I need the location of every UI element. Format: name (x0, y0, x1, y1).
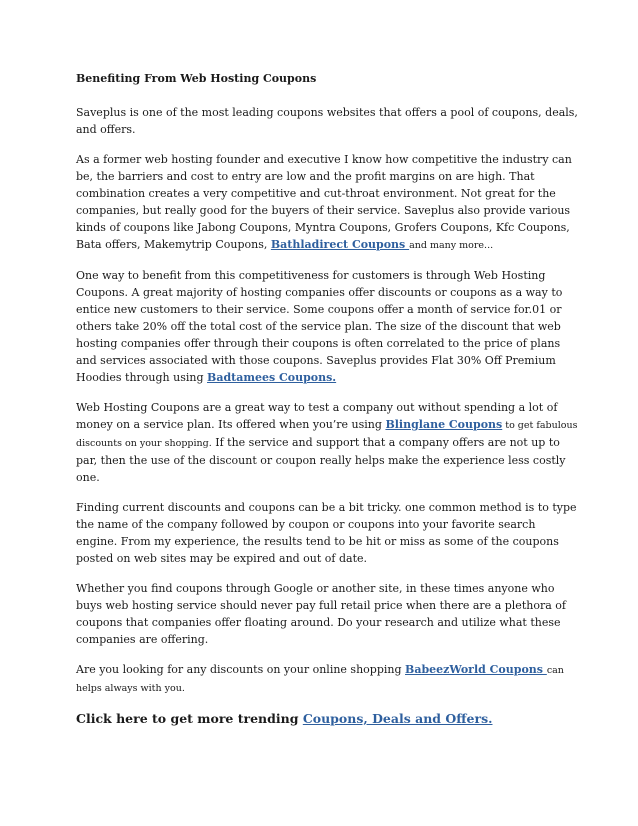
call-to-action (76, 710, 578, 728)
paragraph-text: Are you looking for any discounts on your online shopping (76, 663, 406, 676)
paragraph-benefit (76, 267, 578, 386)
paragraph-test-company (76, 399, 578, 486)
paragraph-background (76, 151, 578, 254)
babeezworld-coupons-link[interactable]: BabeezWorld Coupons (405, 663, 547, 676)
paragraph-text: As a former web hosting founder and executive I know how competitive the industry can be, the barriers and cost to entry are low and the profit margins on are high. That combination creates a very competitive and cut-throat environment. Not great for the companies, but really good for the buyers of their service. Saveplus also provide various kinds of coupons like Jabong Coupons, Myntra Coupons, Grofers Coupons, Kfc Coupons, Bata offers, Makemytrip Coupons, (76, 153, 572, 251)
paragraph-shopping (76, 661, 578, 697)
paragraph-text: Web Hosting Coupons are a great way to test a company out without spending a lot of money on a service plan. Its offered when you’re using (76, 401, 558, 431)
blinglane-coupons-link[interactable]: Blinglane Coupons (385, 418, 503, 431)
document-title: Benefiting From Web Hosting Coupons (76, 72, 317, 85)
paragraph-small-text: to get fabulous discounts on your shopping. (76, 420, 578, 449)
cta-text: Click here to get more trending (76, 711, 303, 726)
paragraph-advice: Whether you find coupons through Google or another site, in these times anyone who buys web hosting service should never pay full retail price when there are a plethora of coupons that companies offer floating around. Do your research and utilize what these companies are offering. (76, 582, 566, 646)
paragraph-text: One way to benefit from this competitiveness for customers is through Web Hosting Coupons. A great majority of hosting companies offer discounts or coupons as a way to entice new customers to their service. Some coupons offer a month of service for.01 or others take 20% off the total cost of the service plan. The size of the discount that web hosting companies offer through their coupons is often correlated to the price of plans and services associated with those coupons. Saveplus provides Flat 30% Off Premium Hoodies through using (76, 269, 563, 384)
paragraph-tail: and many more... (409, 240, 494, 251)
paragraph-intro: Saveplus is one of the most leading coupons websites that offers a pool of coupons, deals, and offers. (76, 106, 578, 136)
coupons-deals-offers-link[interactable]: Coupons, Deals and Offers. (302, 711, 493, 726)
bathladirect-coupons-link[interactable]: Bathladirect Coupons (270, 238, 410, 251)
paragraph-small-text: can helps always with you. (76, 665, 564, 694)
badtamees-coupons-link[interactable]: Badtamees Coupons. (207, 371, 337, 384)
paragraph-finding: Finding current discounts and coupons can be a bit tricky. one common method is to type the name of the company followed by coupon or coupons into your favorite search engine. From my experience, the results tend to be hit or miss as some of the coupons posted on web sites may be expired and out of date. (76, 501, 577, 565)
paragraph-tail: If the service and support that a company offers are not up to par, then the use of the discount or coupon really helps make the experience less costly one. (76, 436, 566, 484)
